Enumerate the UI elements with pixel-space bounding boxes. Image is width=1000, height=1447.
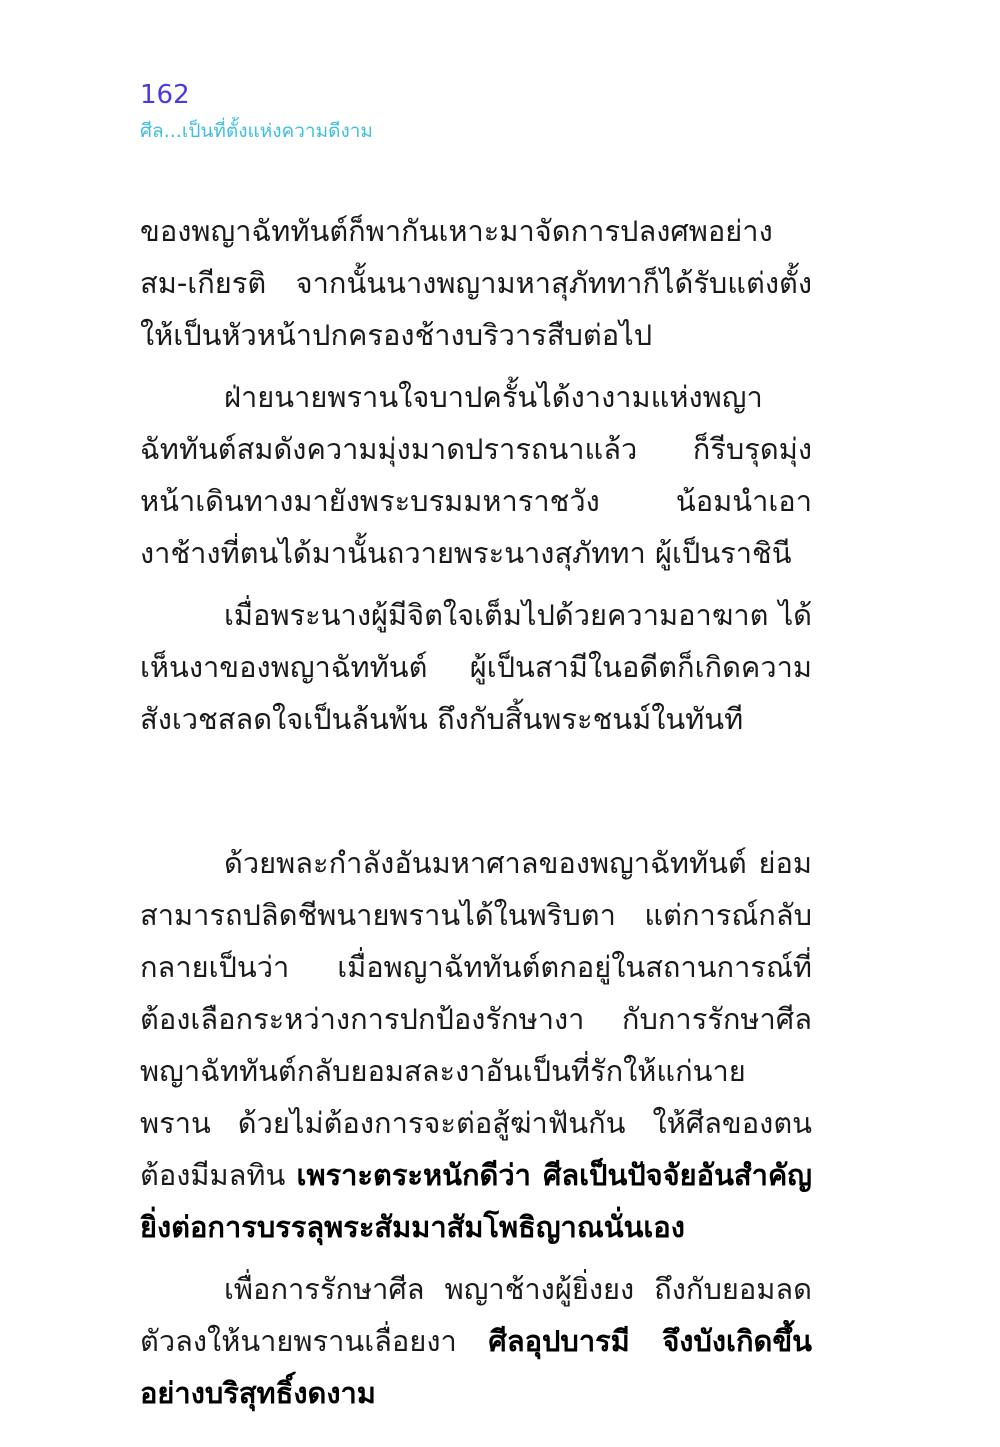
section-gap <box>140 755 812 837</box>
paragraph-3-text: เมื่อพระนางผู้มีจิตใจเต็มไปด้วยความอาฆาต ได้เห็นงาของพญาฉัททันต์ ผู้เป็นสามีในอดีตก็เกิดความสังเวชสลดใจเป็นล้นพ้น ถึงกับสิ้นพระชนม์ในทันที <box>140 598 812 736</box>
paragraph-1 <box>140 205 812 361</box>
paragraph-5-text: เพื่อการรักษาศีล พญาช้างผู้ยิ่งยง ถึงกับยอมลดตัวลงให้นายพรานเลื่อยงา <box>140 1272 812 1358</box>
paragraph-4-text: ด้วยพละกำลังอันมหาศาลของพญาฉัททันต์ ย่อมสามารถปลิดชีพนายพรานได้ในพริบตา แต่การณ์กลับกลายเป็นว่า เมื่อพญาฉัททันต์ตกอยู่ในสถานการณ์ที่ต้องเลือกระหว่างการปกป้องรักษางา กับการรักษาศีล พญาฉัททันต์กลับยอมสละงาอันเป็นที่รักให้แก่นายพราน ด้วยไม่ต้องการจะต่อสู้ฆ่าฟันกัน ให้ศีลของตนต้องมีมลทิน <box>140 846 812 1192</box>
paragraph-5 <box>140 1263 812 1419</box>
paragraph-4 <box>140 837 812 1253</box>
paragraph-2-text: ฝ่ายนายพรานใจบาปครั้นได้งางามแห่งพญาฉัททันต์สมดังความมุ่งมาดปรารถนาแล้ว ก็รีบรุดมุ่งหน้าเดินทางมายังพระบรมมหาราชวัง น้อมนำเอางาช้างที่ตนได้มานั้นถวายพระนางสุภัททา ผู้เป็นราชินี <box>140 380 812 570</box>
paragraph-3 <box>140 589 812 745</box>
paragraph-4-emphasis: เพราะตระหนักดีว่า ศีลเป็นปัจจัยอันสำคัญยิ่งต่อการบรรลุพระสัมมาสัมโพธิญาณนั่นเอง <box>140 1158 812 1244</box>
paragraph-1-text: ของพญาฉัททันต์ก็พากันเหาะมาจัดการปลงศพอย่างสม-เกียรติ จากนั้นนางพญามหาสุภัททาก็ได้รับแต่งตั้งให้เป็นหัวหน้าปกครองช้างบริวารสืบต่อไป <box>140 214 812 352</box>
running-title: ศีล...เป็นที่ตั้งแห่งความดีงาม <box>140 120 373 142</box>
paragraph-5-emphasis: ศีลอุปบารมี จึงบังเกิดขึ้นอย่างบริสุทธิ์งดงาม <box>140 1324 812 1410</box>
paragraph-2 <box>140 371 812 579</box>
page-header <box>140 78 840 146</box>
page-number: 162 <box>140 80 190 110</box>
body-text <box>140 205 812 1429</box>
